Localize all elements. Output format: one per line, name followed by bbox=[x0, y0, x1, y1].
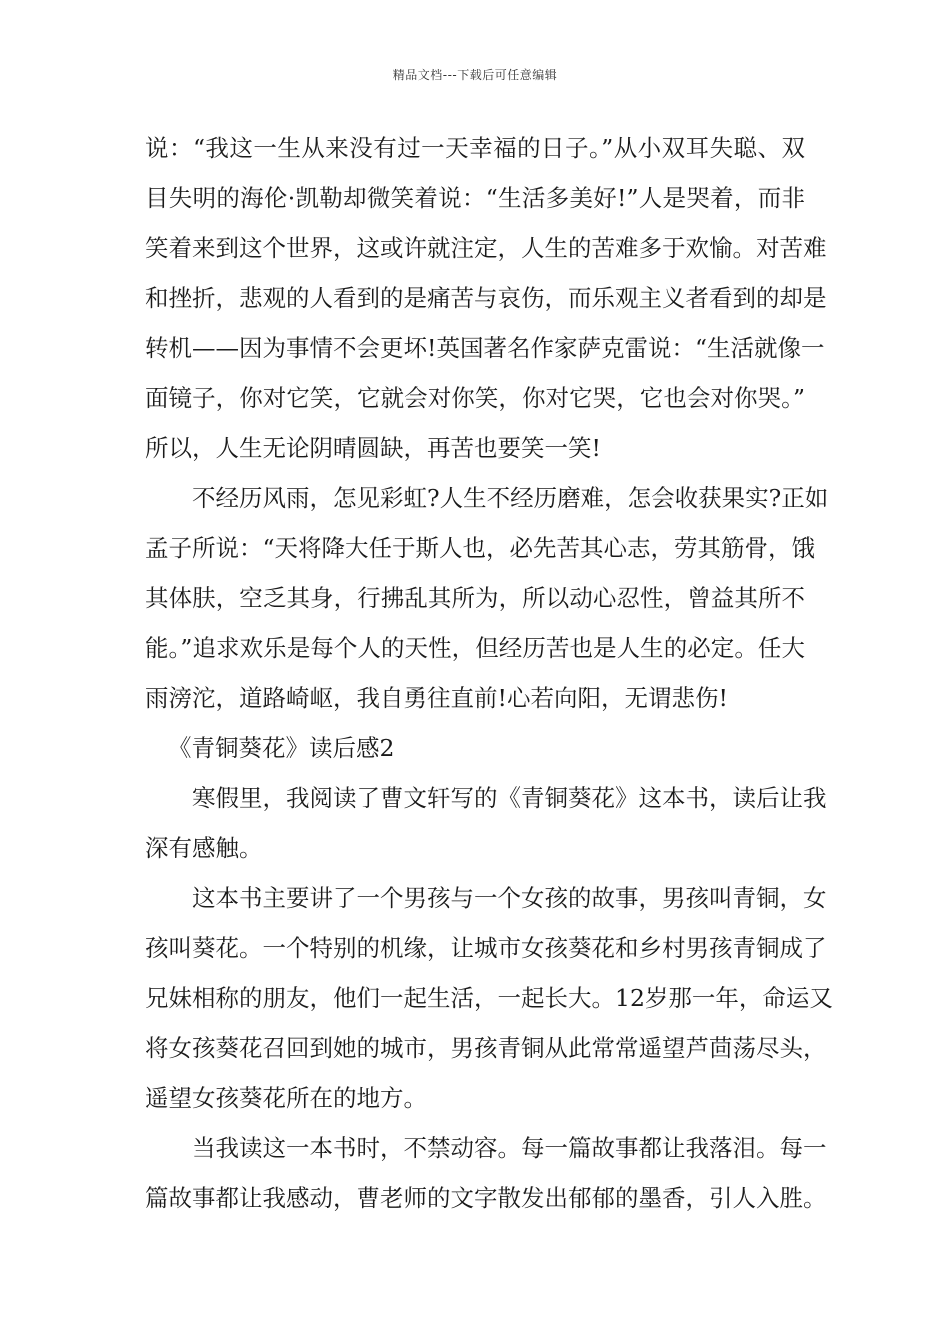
text-line: 和挫折，悲观的人看到的是痛苦与哀伤，而乐观主义者看到的却是 bbox=[145, 284, 827, 312]
text-line: 笑着来到这个世界，这或许就注定，人生的苦难多于欢愉。对苦难 bbox=[145, 234, 827, 262]
text-line: 寒假里，我阅读了曹文轩写的《青铜葵花》这本书，读后让我 bbox=[192, 784, 827, 812]
text-line: 篇故事都让我感动，曹老师的文字散发出郁郁的墨香，引人入胜。 bbox=[145, 1184, 827, 1212]
text-line: 转机——因为事情不会更坏!英国著名作家萨克雷说：“生活就像一 bbox=[145, 334, 825, 362]
text-line: 孟子所说：“天将降大任于斯人也，必先苦其心志，劳其筋骨，饿 bbox=[145, 534, 816, 562]
page-header: 精品文档---下载后可任意编辑 bbox=[392, 68, 558, 82]
text-line: 深有感触。 bbox=[145, 834, 263, 862]
text-line: 面镜子，你对它笑，它就会对你笑，你对它哭，它也会对你哭。” bbox=[145, 384, 805, 412]
section-title: 《青铜葵花》读后感2 bbox=[168, 734, 395, 762]
text-line: 能。”追求欢乐是每个人的天性，但经历苦也是人生的必定。任大 bbox=[145, 634, 805, 662]
text-line: 孩叫葵花。一个特别的机缘，让城市女孩葵花和乡村男孩青铜成了 bbox=[145, 934, 827, 962]
text-line: 这本书主要讲了一个男孩与一个女孩的故事，男孩叫青铜，女 bbox=[192, 884, 827, 912]
text-line: 目失明的海伦·凯勒却微笑着说：“生活多美好!”人是哭着，而非 bbox=[145, 184, 805, 212]
text-line: 遥望女孩葵花所在的地方。 bbox=[145, 1084, 427, 1112]
text-line: 不经历风雨，怎见彩虹?人生不经历磨难，怎会收获果实?正如 bbox=[192, 484, 829, 512]
text-line: 兄妹相称的朋友，他们一起生活，一起长大。12岁那一年，命运又 bbox=[145, 984, 833, 1012]
text-line: 所以，人生无论阴晴圆缺，再苦也要笑一笑! bbox=[145, 434, 601, 462]
text-line: 雨滂沱，道路崎岖，我自勇往直前!心若向阳，无谓悲伤! bbox=[145, 684, 728, 712]
text-line: 当我读这一本书时，不禁动容。每一篇故事都让我落泪。每一 bbox=[192, 1134, 827, 1162]
text-line: 其体肤，空乏其身，行拂乱其所为，所以动心忍性，曾益其所不 bbox=[145, 584, 805, 612]
text-line: 将女孩葵花召回到她的城市，男孩青铜从此常常遥望芦茴荡尽头， bbox=[145, 1034, 827, 1062]
text-line: 说：“我这一生从来没有过一天幸福的日子。”从小双耳失聪、双 bbox=[145, 134, 805, 162]
